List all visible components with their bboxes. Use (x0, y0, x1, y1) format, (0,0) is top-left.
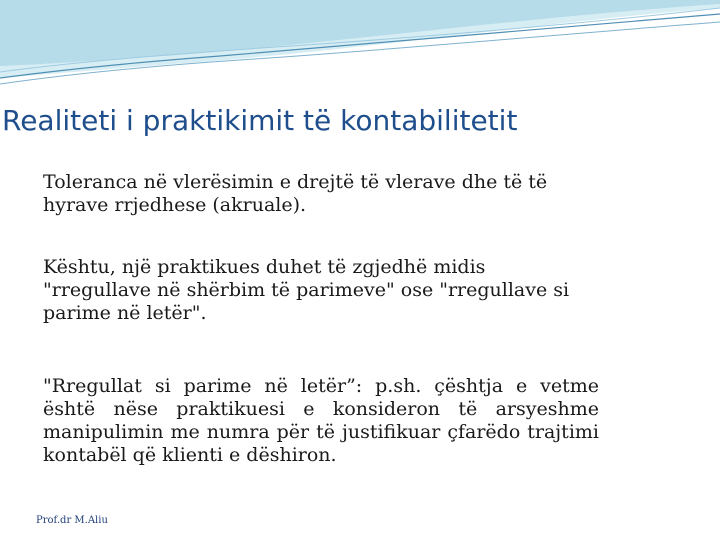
paragraph-choice: Kështu, një praktikues duhet të zgjedhë midis "rregullave në shërbim të parimeve" ose "rregullave si parime në letër". (43, 256, 570, 324)
footer-author: Prof.dr M.Aliu (36, 515, 108, 526)
slide-title: Realiteti i praktikimit të kontabilitetit (2, 104, 518, 137)
paragraph-tolerance: Toleranca në vlerësimin e drejtë të vlerave dhe të të hyrave rrjedhese (akruale). (43, 171, 548, 216)
paragraph-rules-on-paper: "Rregullat si parime në letër”: p.sh. çështja e vetme është nëse praktikuesi e konsideron të arsyeshme manipulimin me numra për të justifikuar çfarëdo trajtimi kontabël që klienti e dëshiron. (43, 375, 599, 466)
header-wave-decoration (0, 0, 720, 100)
